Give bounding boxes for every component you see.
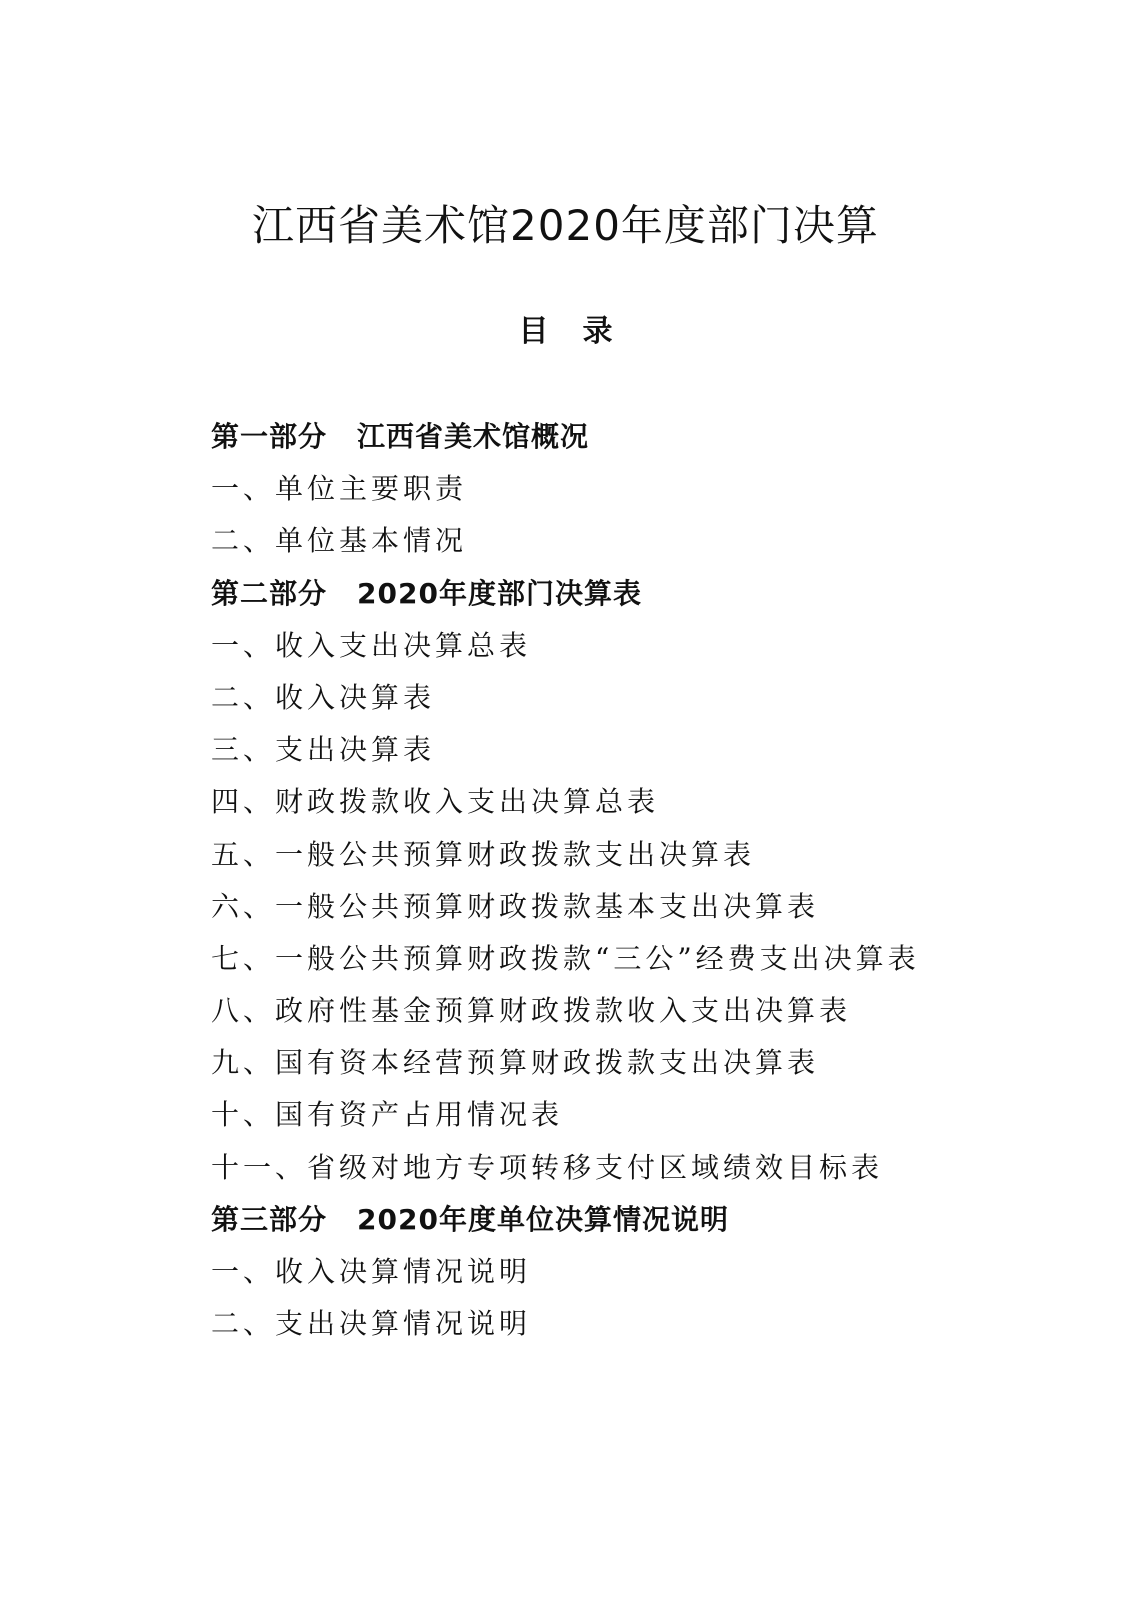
toc-item[interactable]: 五、一般公共预算财政拨款支出决算表	[211, 837, 756, 871]
toc-item[interactable]: 八、政府性基金预算财政拨款收入支出决算表	[211, 994, 852, 1028]
toc-item[interactable]: 三、支出决算表	[211, 733, 436, 767]
document-title: 江西省美术馆2020年度部门决算	[252, 201, 879, 250]
toc-item[interactable]: 二、单位基本情况	[211, 524, 468, 558]
toc-part-3[interactable]	[211, 1196, 991, 1248]
toc-part-label: 江西省美术馆概况	[357, 420, 590, 453]
toc-item[interactable]: 七、一般公共预算财政拨款“三公”经费支出决算表	[211, 941, 920, 975]
toc-item[interactable]: 二、收入决算表	[211, 680, 436, 714]
toc-item[interactable]: 一、收入决算情况说明	[211, 1255, 532, 1288]
toc-item[interactable]: 九、国有资本经营预算财政拨款支出决算表	[211, 1046, 820, 1080]
toc-part-label: 2020年度单位决算情况说明	[357, 1202, 729, 1236]
toc-part-number: 第三部分	[211, 1202, 328, 1236]
table-of-contents	[211, 413, 991, 1352]
toc-part-1[interactable]	[211, 413, 991, 465]
toc-part-number: 第一部分	[211, 420, 328, 453]
toc-item[interactable]: 六、一般公共预算财政拨款基本支出决算表	[211, 889, 820, 923]
toc-part-number: 第二部分	[211, 576, 328, 610]
toc-item[interactable]: 一、收入支出决算总表	[211, 628, 532, 662]
toc-item[interactable]: 十、国有资产占用情况表	[211, 1098, 564, 1132]
toc-item[interactable]: 四、财政拨款收入支出决算总表	[211, 785, 660, 819]
toc-item[interactable]: 二、支出决算情况说明	[211, 1307, 532, 1341]
toc-part-label: 2020年度部门决算表	[357, 576, 642, 610]
toc-item[interactable]: 一、单位主要职责	[211, 472, 468, 506]
toc-item[interactable]: 十一、省级对地方专项转移支付区域绩效目标表	[211, 1150, 884, 1184]
toc-heading: 目录	[518, 314, 647, 349]
toc-part-2[interactable]	[211, 570, 991, 622]
